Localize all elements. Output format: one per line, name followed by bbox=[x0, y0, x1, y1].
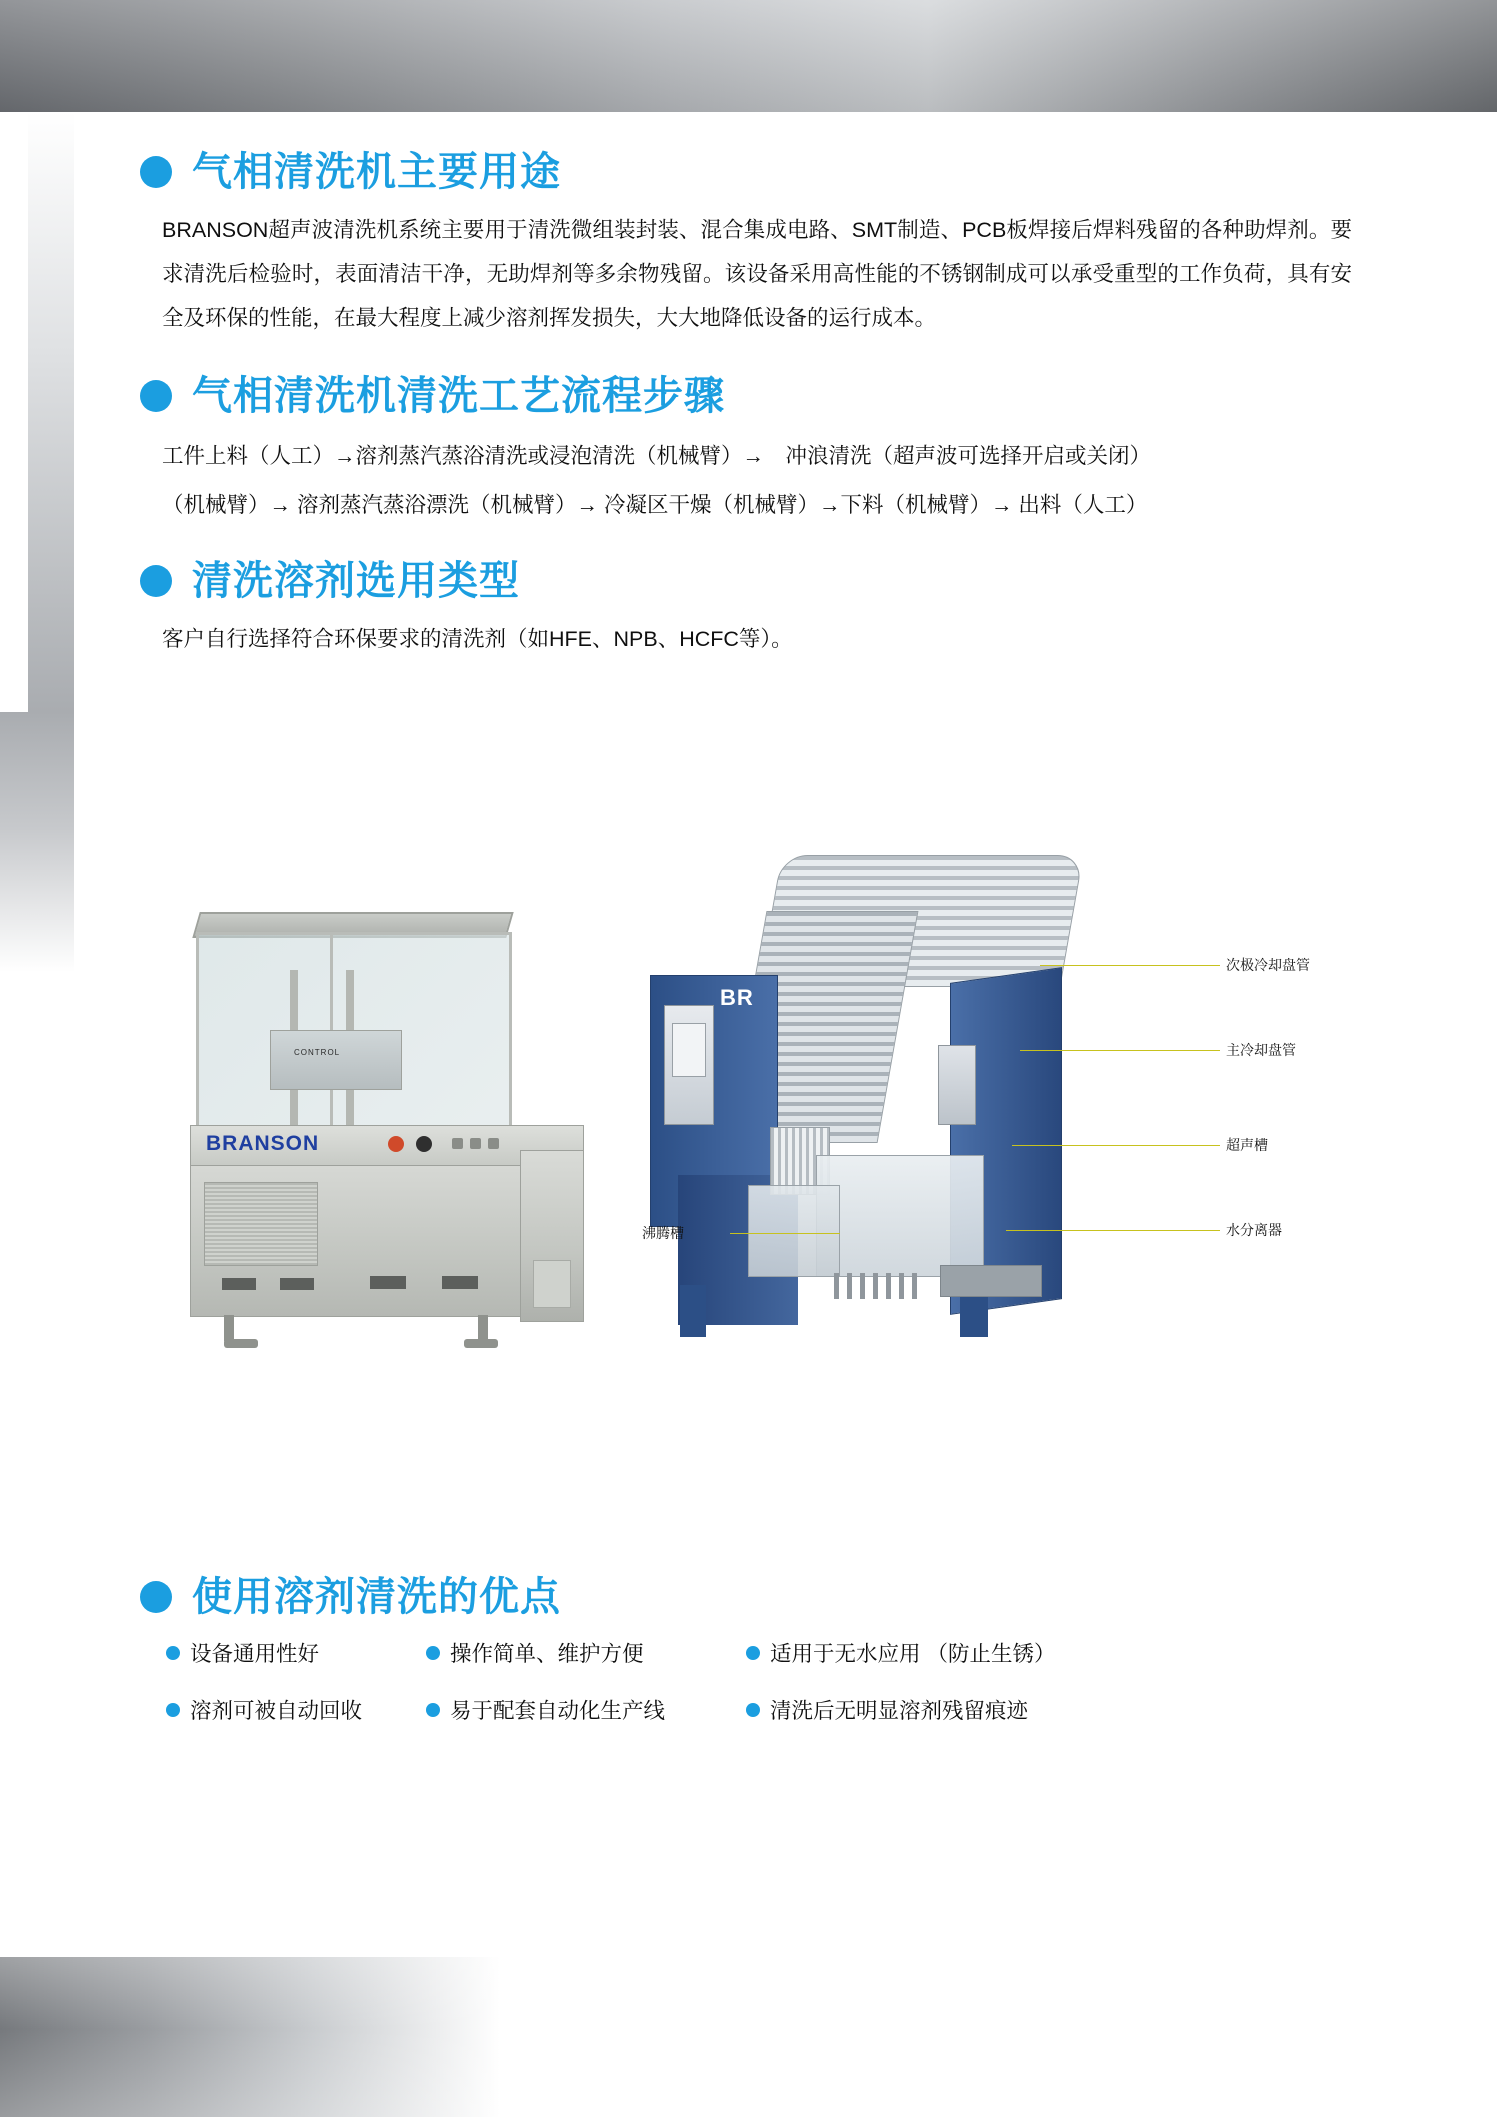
cutaway-right-access-door bbox=[938, 1045, 976, 1125]
leader-line bbox=[1006, 1230, 1220, 1231]
document-content bbox=[140, 150, 1390, 661]
section-header-solvent bbox=[140, 559, 1390, 603]
section-title-purpose: 气相清洗机主要用途 bbox=[192, 150, 561, 194]
machine-slot bbox=[370, 1276, 406, 1289]
bullet-small-icon bbox=[166, 1703, 180, 1717]
machine-side-panel bbox=[533, 1260, 571, 1308]
advantage-item bbox=[166, 1694, 426, 1725]
leader-line bbox=[730, 1233, 840, 1234]
left-thin-divider bbox=[74, 112, 80, 632]
bullet-small-icon bbox=[746, 1646, 760, 1660]
advantages-section bbox=[140, 1575, 1390, 1751]
section-title-advantages: 使用溶剂清洗的优点 bbox=[192, 1575, 561, 1619]
section-header-process bbox=[140, 374, 1390, 418]
advantage-label: 操作简单、维护方便 bbox=[450, 1642, 644, 1666]
cutaway-secondary-tank bbox=[748, 1185, 840, 1277]
machine-slot bbox=[442, 1276, 478, 1289]
machine-button bbox=[470, 1138, 481, 1149]
advantage-item bbox=[746, 1637, 1055, 1668]
machine-brand-label: BRANSON bbox=[206, 1132, 320, 1155]
callout-water-separator: 水分离器 bbox=[1226, 1222, 1282, 1238]
callout-main-cooling-coil: 主冷却盘管 bbox=[1226, 1042, 1296, 1058]
top-bar-sheen bbox=[0, 0, 1497, 112]
machine-inner-label: CONTROL bbox=[294, 1048, 341, 1057]
section-title-process: 气相清洗机清洗工艺流程步骤 bbox=[192, 374, 725, 419]
machine-selector-knob bbox=[416, 1136, 432, 1152]
left-gradient-lower bbox=[0, 712, 74, 972]
bullet-icon bbox=[140, 380, 172, 412]
leader-line bbox=[1020, 1050, 1220, 1051]
advantage-label: 设备通用性好 bbox=[190, 1642, 320, 1666]
leader-line bbox=[1012, 1145, 1220, 1146]
cutaway-brand-label: BR bbox=[720, 985, 754, 1010]
machine-slot bbox=[222, 1278, 256, 1290]
bottom-bar-sheen bbox=[0, 1957, 500, 2117]
machine-foot-pad bbox=[224, 1339, 258, 1348]
cutaway-panel-screen bbox=[672, 1023, 706, 1077]
cutaway-leg-left bbox=[680, 1285, 706, 1337]
section-body-purpose: BRANSON超声波清洗机系统主要用于清洗微组装封装、混合集成电路、SMT制造、PCB板焊接后焊料残留的各种助焊剂。要求清洗后检验时，表面清洁干净，无助焊剂等多余物残留。该设备采用高性能的不锈钢制成可以承受重型的工作负荷，具有安全及环保的性能，在最大程度上减少溶剂挥发损失，大大地降低设备的运行成本。 bbox=[162, 218, 1352, 331]
bullet-small-icon bbox=[426, 1703, 440, 1717]
advantages-grid bbox=[166, 1637, 1390, 1725]
advantage-item bbox=[426, 1637, 746, 1668]
machine-photo bbox=[170, 910, 600, 1350]
advantage-item bbox=[746, 1694, 1028, 1725]
machine-button bbox=[488, 1138, 499, 1149]
cutaway-base-block bbox=[940, 1265, 1042, 1297]
advantages-row bbox=[166, 1637, 1390, 1668]
bottom-decorative-bar bbox=[0, 1957, 500, 2117]
bullet-icon bbox=[140, 565, 172, 597]
advantage-item bbox=[426, 1694, 746, 1725]
section-title-solvent: 清洗溶剂选用类型 bbox=[192, 558, 520, 603]
machine-foot-pad bbox=[464, 1339, 498, 1348]
section-body-solvent: 客户自行选择符合环保要求的清洗剂（如HFE、NPB、HCFC等）。 bbox=[162, 626, 793, 651]
bullet-small-icon bbox=[746, 1703, 760, 1717]
callout-boiling-tank: 沸腾槽 bbox=[642, 1225, 684, 1241]
machine-foot bbox=[224, 1315, 234, 1341]
figures-area bbox=[140, 845, 1390, 1365]
advantage-label: 清洗后无明显溶剂残留痕迹 bbox=[770, 1699, 1029, 1723]
machine-button bbox=[452, 1138, 463, 1149]
machine-vent-grille bbox=[204, 1182, 318, 1266]
section-header-advantages bbox=[140, 1575, 1390, 1619]
advantage-item bbox=[166, 1637, 426, 1668]
process-flow-line-2: （机械臂）→ 溶剂蒸汽蒸浴漂洗（机械臂）→ 冷凝区干燥（机械臂）→下料（机械臂）→ 出料（人工） bbox=[162, 492, 1148, 517]
bullet-small-icon bbox=[166, 1646, 180, 1660]
advantages-row bbox=[166, 1694, 1390, 1725]
cutaway-diagram bbox=[620, 845, 1390, 1365]
cutaway-tank-feet bbox=[834, 1273, 920, 1299]
process-flow-line-1: 工件上料（人工）→溶剂蒸汽蒸浴清洗或浸泡清洗（机械臂）→ 冲浪清洗（超声波可选择开启或关闭） bbox=[162, 444, 1152, 469]
machine-emergency-knob bbox=[388, 1136, 404, 1152]
callout-ultrasonic-tank: 超声槽 bbox=[1226, 1137, 1268, 1153]
advantage-label: 适用于无水应用 （防止生锈） bbox=[770, 1642, 1056, 1666]
callout-secondary-cooling-coil: 次极冷却盘管 bbox=[1226, 957, 1310, 973]
leader-line bbox=[1040, 965, 1220, 966]
machine-slot bbox=[280, 1278, 314, 1290]
bullet-small-icon bbox=[426, 1646, 440, 1660]
machine-inner-module bbox=[270, 1030, 402, 1090]
bullet-icon bbox=[140, 1581, 172, 1613]
left-gradient-upper bbox=[28, 112, 74, 712]
bullet-icon bbox=[140, 156, 172, 188]
machine-foot bbox=[478, 1315, 488, 1341]
cutaway-main-tank bbox=[816, 1155, 984, 1277]
top-decorative-bar bbox=[0, 0, 1497, 112]
section-header-purpose bbox=[140, 150, 1390, 194]
advantage-label: 溶剂可被自动回收 bbox=[190, 1699, 363, 1723]
left-white-column bbox=[0, 112, 28, 712]
advantage-label: 易于配套自动化生产线 bbox=[450, 1699, 666, 1723]
